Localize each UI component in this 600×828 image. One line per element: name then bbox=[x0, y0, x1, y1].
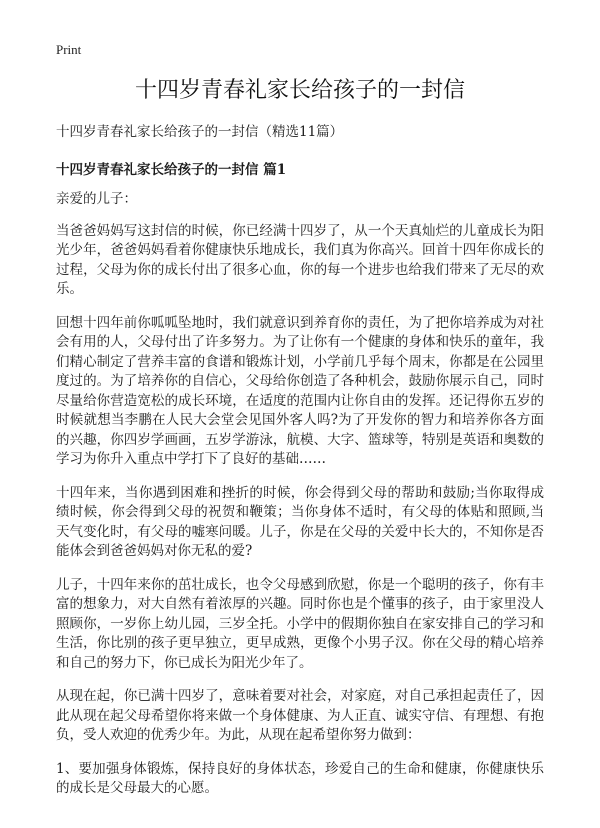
paragraph-1: 当爸爸妈妈写这封信的时候，你已经满十四岁了，从一个天真灿烂的儿童成长为阳光少年，爸爸妈妈看着你健康快乐地成长，我们真为你高兴。回首十四年你成长的过程，父母为你的成长付出了很多心血，你的每一个进步也给我们带来了无尽的欢乐。 bbox=[56, 222, 544, 297]
paragraph-4: 儿子，十四年来你的茁壮成长，也令父母感到欣慰，你是一个聪明的孩子，你有丰富的想象力，对大自然有着浓厚的兴趣。同时你也是个懂事的孩子，由于家里没人照顾你，一岁你上幼儿园，三岁全托。小学中的假期你独自在家安排自己的学习和生活，你比别的孩子更早独立，更早成熟，更像个小男子汉。你在父母的精心培养和自己的努力下，你已成长为阳光少年了。 bbox=[56, 576, 544, 671]
paragraph-3: 十四年来，当你遇到困难和挫折的时候，你会得到父母的帮助和鼓励;当你取得成绩时候，你会得到父母的祝贺和鞭策；当你身体不适时，有父母的体贴和照顾,当天气变化时，有父母的嘘寒问暖。儿子，你是在父母的关爱中长大的，不知你是否能体会到爸爸妈妈对你无私的爱? bbox=[56, 484, 544, 559]
paragraph-6: 1、要加强身体锻炼，保持良好的身体状态，珍爱自己的生命和健康，你健康快乐的成长是父母最大的心愿。 bbox=[56, 760, 544, 796]
paragraph-5: 从现在起，你已满十四岁了，意味着要对社会，对家庭，对自己承担起责任了，因此从现在起父母希望你将来做一个身体健康、为人正直、诚实守信、有理想、有抱负，受人欢迎的优秀少年。为此，从现在起希望你努力做到： bbox=[56, 688, 544, 743]
page-title: 十四岁青春礼家长给孩子的一封信 bbox=[134, 78, 465, 103]
letter-greeting: 亲爱的儿子： bbox=[56, 191, 137, 207]
print-link[interactable]: Print bbox=[56, 42, 82, 57]
document-subtitle: 十四岁青春礼家长给孩子的一封信（精选11篇） bbox=[56, 124, 344, 140]
paragraph-2: 回想十四年前你呱呱坠地时，我们就意识到养育你的责任，为了把你培养成为对社会有用的人，父母付出了许多努力。为了让你有一个健康的身体和快乐的童年，我们精心制定了营养丰富的食谱和锻炼计划，小学前几乎每个周末，你都是在公园里度过的。为了培养你的自信心，父母给你创造了各种机会，鼓励你展示自己，同时尽量给你营造宽松的成长环境，在适度的范围内让你自由的发挥。还记得你五岁的时候就想当李鹏在人民大会堂会见国外客人吗?为了开发你的智力和培养你各方面的兴趣，你四岁学画画，五岁学游泳，航模、大字、篮球等，特别是英语和奥数的学习为你升入重点中学打下了良好的基础…… bbox=[56, 314, 544, 467]
section-heading: 十四岁青春礼家长给孩子的一封信 篇1 bbox=[56, 162, 287, 178]
